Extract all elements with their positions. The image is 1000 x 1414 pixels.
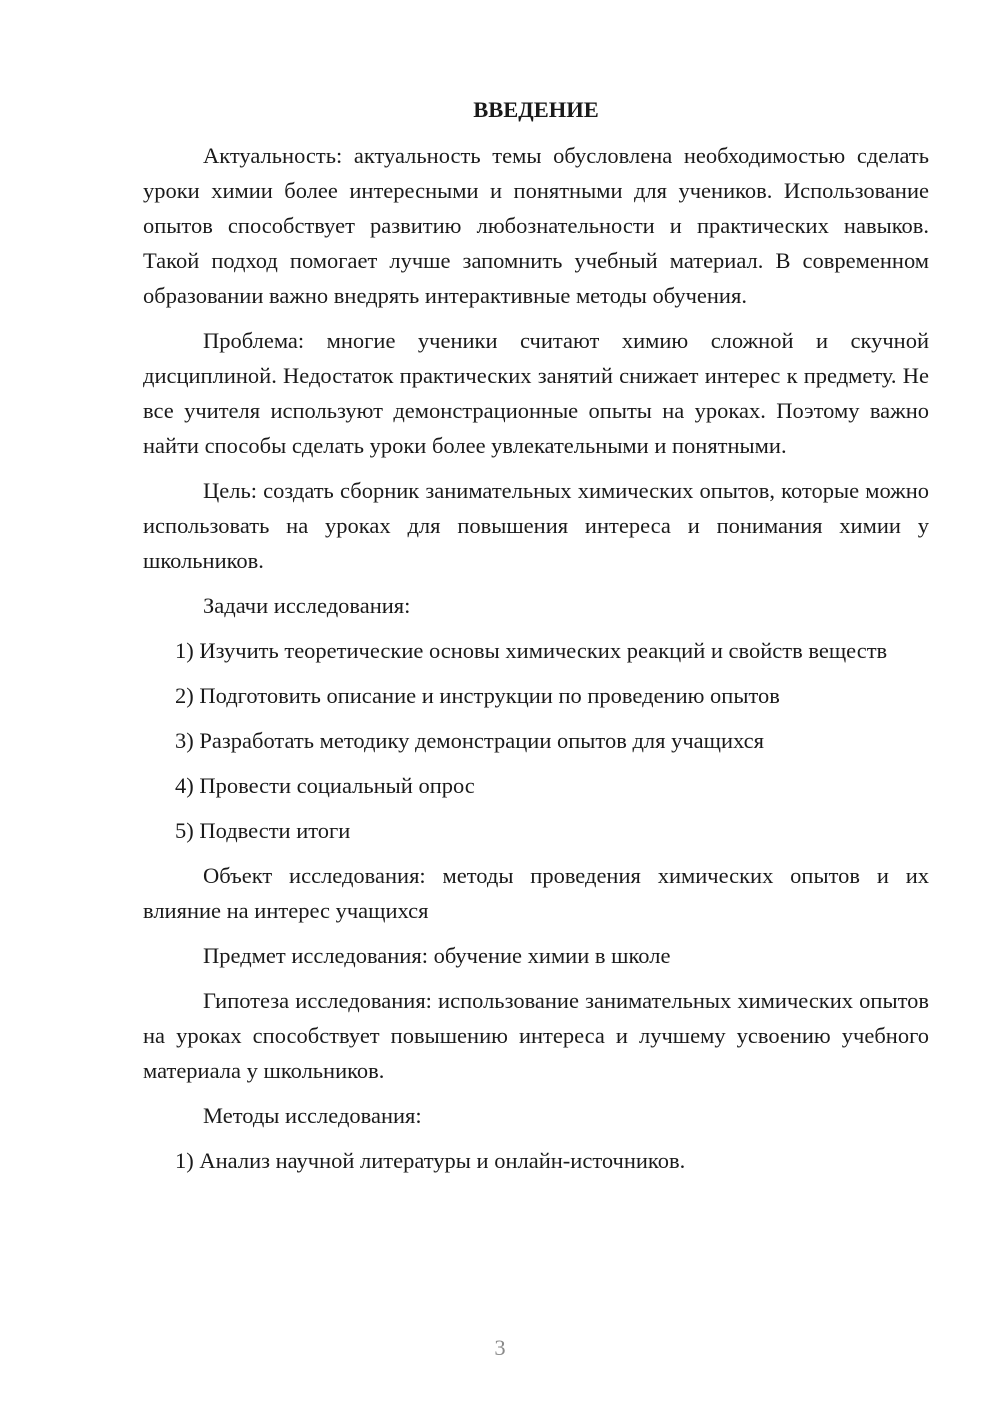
paragraph-problem: Проблема: многие ученики считают химию сложной и скучной дисциплиной. Недостаток практических занятий снижает интерес к предмету. Не все учителя используют демонстрационные опыты на уроках. Поэтому важно найти способы сделать уроки более увлекательными и понятными.	[143, 328, 929, 458]
paragraph-object: Объект исследования: методы проведения химических опытов и их влияние на интерес учащихся	[143, 863, 929, 923]
methods-heading: Методы исследования:	[203, 1103, 422, 1128]
page-number: 3	[494, 1335, 506, 1360]
tasks-heading: Задачи исследования:	[203, 593, 411, 618]
paragraph-hypothesis: Гипотеза исследования: использование занимательных химических опытов на уроках способствует повышению интереса и лучшему усвоению учебного материала у школьников.	[143, 988, 929, 1083]
page-content	[143, 92, 929, 1188]
paragraph-goal: Цель: создать сборник занимательных химических опытов, которые можно использовать на уроках для повышения интереса и понимания химии у школьников.	[143, 478, 929, 573]
paragraph-relevance: Актуальность: актуальность темы обусловлена необходимостью сделать уроки химии более интересными и понятными для учеников. Использование опытов способствует развитию любознательности и практических навыков. Такой подход помогает лучше запомнить учебный материал. В современном образовании важно внедрять интерактивные методы обучения.	[143, 143, 929, 308]
task-item-4: 4) Провести социальный опрос	[175, 773, 475, 798]
section-heading: ВВЕДЕНИЕ	[473, 97, 599, 122]
task-item-3: 3) Разработать методику демонстрации опытов для учащихся	[175, 728, 764, 753]
paragraph-subject: Предмет исследования: обучение химии в школе	[203, 943, 671, 968]
method-item-1: 1) Анализ научной литературы и онлайн-источников.	[175, 1148, 686, 1173]
task-item-5: 5) Подвести итоги	[175, 818, 351, 843]
task-item-1: 1) Изучить теоретические основы химических реакций и свойств веществ	[175, 638, 888, 663]
task-item-2: 2) Подготовить описание и инструкции по проведению опытов	[175, 683, 780, 708]
